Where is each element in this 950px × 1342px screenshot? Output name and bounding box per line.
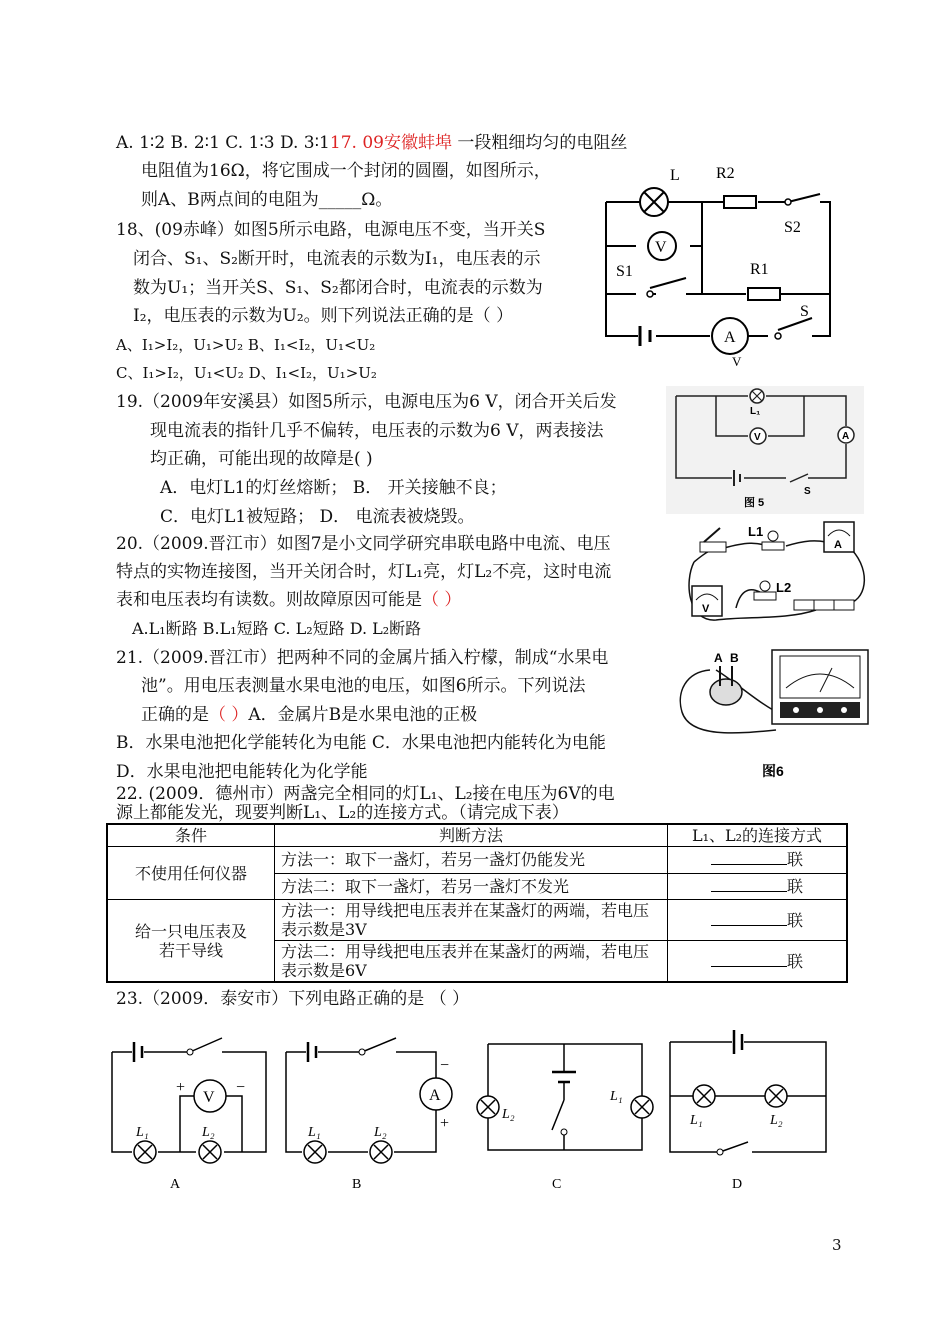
label-r2: R2: [716, 165, 735, 182]
q16-options: [116, 132, 627, 154]
label-l1: L₁: [308, 1125, 321, 1140]
q16-options-text: A. 1∶2 B. 2∶1 C. 1∶3 D. 3∶1: [116, 133, 330, 153]
meter-label: V: [203, 1089, 215, 1106]
q21-line3: [141, 704, 477, 726]
ammeter-label: A: [842, 431, 850, 442]
battery-icon: [308, 1042, 316, 1062]
voltmeter-icon: [750, 428, 766, 444]
q18-options-cd: C、I₁>I₂，U₁<U₂ D、I₁<I₂，U₁>U₂: [116, 364, 377, 382]
q20-line3: [116, 589, 461, 611]
q22-line1: 22. (2009．德州市）两盏完全相同的灯L₁、L₂接在电压为6V的电: [116, 784, 615, 804]
voltmeter-label: V: [702, 603, 710, 615]
table-header-method: 判断方法: [275, 824, 668, 847]
plus-sign: +: [440, 1115, 450, 1132]
q20-options: A.L₁断路 B.L₁短路 C. L₂短路 D. L₂断路: [132, 619, 422, 638]
q21-line1: 21.（2009.晋江市）把两种不同的金属片插入柠檬，制成“水果电: [116, 648, 609, 668]
q21-line2: 池”。用电压表测量水果电池的电压，如图6所示。下列说法: [141, 676, 586, 696]
table-method: 方法二：取下一盏灯，若另一盏灯不发光: [275, 873, 668, 900]
q18-line4: I₂，电压表的示数为U₂。则下列说法正确的是（ ）: [133, 306, 514, 326]
q17-line2: 电阻值为16Ω，将它围成一个封闭的圆圈，如图所示，: [141, 161, 551, 181]
circuit-label: C: [552, 1177, 562, 1192]
answer-blank[interactable]: [711, 850, 787, 865]
battery-icon: [640, 326, 650, 346]
q17-source: 17. 09安徽蚌埠: [329, 133, 452, 153]
meter-label: A: [429, 1087, 441, 1104]
minus-sign: −: [236, 1079, 246, 1096]
table-answer-cell: [668, 873, 848, 900]
table-answer-cell: [668, 941, 848, 983]
ammeter-icon: [838, 427, 854, 443]
label-v-below: V: [732, 354, 742, 368]
lamp-l2-icon: [199, 1141, 221, 1163]
circuit-label: A: [170, 1177, 181, 1192]
battery-icon: [734, 1030, 742, 1054]
label-l1: L₁: [690, 1113, 703, 1128]
resistor-r1: [748, 288, 780, 300]
label-r1: R1: [750, 261, 769, 278]
voltmeter-icon: [648, 232, 676, 260]
table-header-connection: L₁、L₂的连接方式: [668, 824, 848, 847]
q21-options-bc: B．水果电池把化学能转化为电能 C．水果电池把内能转化为电能: [116, 733, 606, 753]
lamp-l1-icon: [134, 1141, 156, 1163]
circuit-b: [286, 1038, 452, 1192]
plus-sign: +: [176, 1079, 186, 1096]
switch-icon: [700, 528, 726, 552]
q22-line2: 源上都能发光，现要判断L₁、L₂的连接方式。（请完成下表）: [116, 803, 569, 823]
q19-options-cd: C．电灯L1被短路； D． 电流表被烧毁。: [160, 507, 475, 527]
ammeter-icon: [420, 1078, 452, 1110]
page-number: 3: [832, 1236, 842, 1254]
q17-line3: 则A、B两点间的电阻为_____Ω。: [141, 190, 393, 210]
minus-sign: −: [440, 1057, 450, 1074]
q20-answer-paren: （ ）: [422, 590, 462, 610]
q23-line: 23.（2009．泰安市）下列电路正确的是 （ ）: [116, 989, 470, 1009]
answer-suffix: 联: [786, 910, 803, 930]
table-row: [107, 900, 847, 941]
q18-circuit-diagram: [598, 158, 838, 368]
figure-caption: 图 5: [744, 497, 765, 509]
lamp-l1-icon: [762, 531, 784, 550]
table-answer-cell: [668, 900, 848, 941]
label-l: L: [670, 167, 680, 184]
label-l1: L₁: [610, 1089, 623, 1104]
answer-suffix: 联: [786, 850, 803, 870]
table-header-row: [107, 824, 847, 847]
lamp-l1-icon: [631, 1096, 653, 1118]
label-s1: S1: [616, 263, 633, 280]
battery-icon: [794, 600, 854, 610]
lamp-l2-icon: [765, 1085, 787, 1107]
q17-text-start: 一段粗细均匀的电阻丝: [451, 133, 628, 153]
answer-suffix: 联: [786, 951, 803, 971]
table-answer-cell: [668, 847, 848, 874]
q20-line2: 特点的实物连接图，当开关闭合时，灯L₁亮，灯L₂不亮，这时电流: [116, 562, 612, 582]
table-method: 方法一：取下一盏灯，若另一盏灯仍能发光: [275, 847, 668, 874]
voltmeter-label: V: [655, 239, 667, 256]
q18-line2: 闭合、S₁、S₂断开时，电流表的示数为I₁，电压表的示: [133, 249, 541, 269]
answer-blank[interactable]: [711, 952, 787, 967]
q18-line1: 18、(09赤峰）如图5所示电路，电源电压不变，当开关S: [116, 220, 546, 240]
q19-figure-5: [666, 386, 864, 514]
q18-line3: 数为U₁；当开关S、S₁、S₂都闭合时，电流表的示数为: [133, 278, 543, 298]
q19-line1: 19.（2009年安溪县）如图5所示，电源电压为6 V，闭合开关后发: [116, 392, 617, 412]
circuit-d: [670, 1030, 826, 1192]
label-l2: L₂: [202, 1125, 215, 1140]
lamp-l2-icon: [370, 1141, 392, 1163]
q20-figure-7: [676, 512, 876, 636]
lamp-icon: [640, 188, 668, 216]
q20-line3-text: 表和电压表均有读数。则故障原因可能是: [116, 590, 422, 610]
label-a: A: [714, 651, 723, 665]
table-group-voltmeter: 给一只电压表及若干导线: [107, 900, 275, 983]
ammeter-icon: [712, 318, 748, 354]
q19-options-ab: A．电灯L1的灯丝熔断； B． 开关接触不良；: [160, 478, 507, 498]
q21-line3-text: 正确的是: [141, 705, 209, 725]
lamp-l1-icon: [693, 1085, 715, 1107]
label-l1: L₁: [136, 1125, 149, 1140]
figure-caption: 图6: [762, 763, 784, 779]
circuit-label: B: [352, 1177, 362, 1192]
label-l2: L2: [776, 580, 792, 595]
label-b: B: [730, 651, 739, 665]
circuit-label: D: [732, 1177, 743, 1192]
table-row: [107, 847, 847, 874]
label-s: S: [804, 486, 811, 497]
q22-table: [106, 823, 848, 983]
answer-blank[interactable]: [711, 911, 787, 926]
q20-line1: 20.（2009.晋江市）如图7是小文同学研究串联电路中电流、电压: [116, 534, 611, 554]
lamp-l2-icon: [477, 1096, 499, 1118]
q21-figure-6: [676, 642, 876, 782]
lemon-icon: [710, 679, 742, 705]
q21-answer-paren: （ ）: [209, 705, 249, 725]
label-l2: L₂: [374, 1125, 387, 1140]
q21-option-d: D．水果电池把电能转化为化学能: [116, 762, 368, 782]
q18-options-ab: A、I₁>I₂，U₁>U₂ B、I₁<I₂，U₁<U₂: [116, 336, 376, 354]
voltmeter-icon: [772, 650, 868, 724]
circuit-c: [477, 1044, 653, 1192]
table-header-condition: 条件: [107, 824, 275, 847]
q21-option-a: A．金属片B是水果电池的正极: [248, 705, 478, 725]
voltmeter-icon: [692, 586, 722, 616]
ammeter-label: A: [724, 329, 736, 346]
ammeter-icon: [824, 522, 854, 552]
q23-circuits: [96, 1020, 846, 1200]
label-l2: L₂: [502, 1107, 515, 1122]
q19-line2: 现电流表的指针几乎不偏转，电压表的示数为6 V，两表接法: [150, 421, 604, 441]
ammeter-label: A: [834, 539, 842, 551]
label-s: S: [800, 303, 809, 320]
battery-icon: [552, 1072, 576, 1082]
label-s2: S2: [784, 219, 801, 236]
label-l2: L₂: [770, 1113, 783, 1128]
answer-suffix: 联: [786, 876, 803, 896]
answer-blank[interactable]: [711, 877, 787, 892]
resistor-r2: [724, 196, 756, 208]
q19-line3: 均正确，可能出现的故障是( ): [150, 449, 373, 469]
battery-icon: [134, 1042, 142, 1062]
lamp-icon: [750, 389, 764, 403]
voltmeter-label: V: [754, 432, 761, 443]
table-method: 方法二：用导线把电压表并在某盏灯的两端，若电压表示数是6V: [275, 941, 668, 983]
table-group-no-instrument: 不使用任何仪器: [107, 847, 275, 900]
lamp-l1-icon: [304, 1141, 326, 1163]
label-l1: L₁: [750, 406, 761, 417]
circuit-a: [112, 1038, 266, 1192]
label-l1: L1: [748, 524, 764, 539]
figure-background: [666, 386, 864, 514]
table-method: 方法一：用导线把电压表并在某盏灯的两端，若电压表示数是3V: [275, 900, 668, 941]
voltmeter-icon: [194, 1080, 226, 1112]
